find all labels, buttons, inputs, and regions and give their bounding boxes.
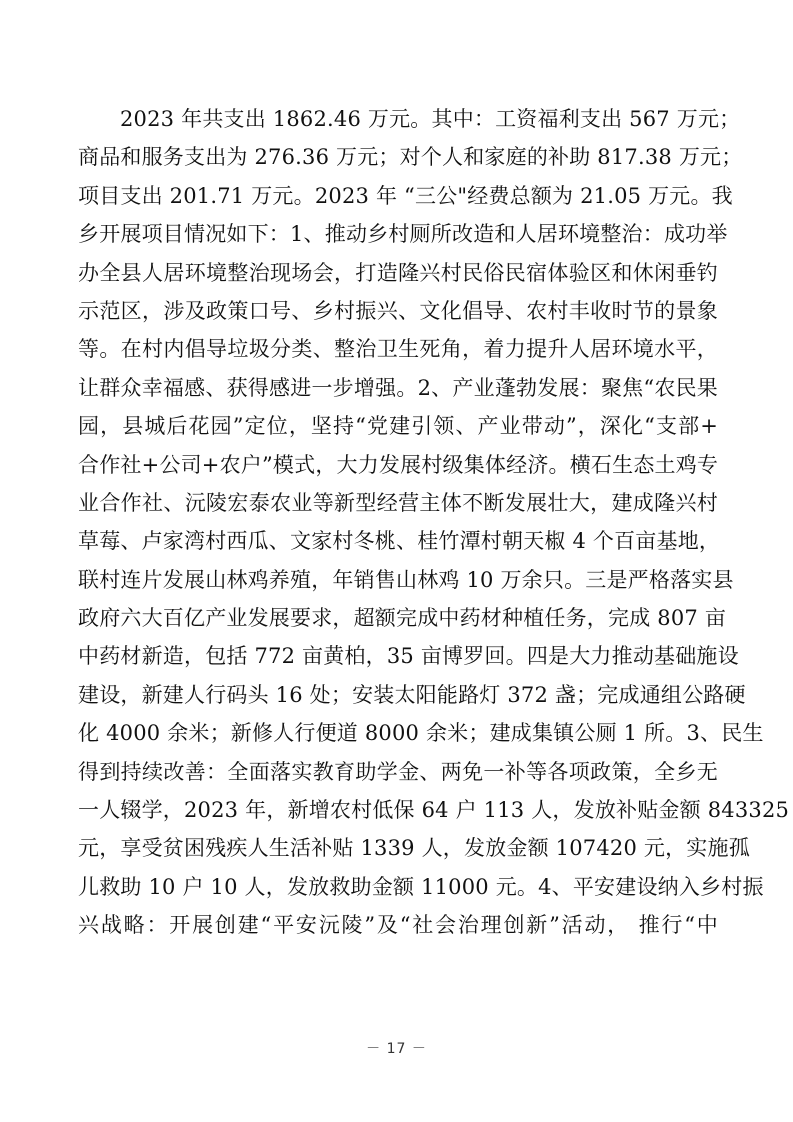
page-number: － 17 － <box>366 1041 427 1057</box>
text-line: 建设，新建人行码头 16 处；安装太阳能路灯 372 盏；完成通组公路硬 <box>78 682 746 707</box>
text-line: 让群众幸福感、获得感进一步增强。2、产业蓬勃发展：聚焦“农民果 <box>78 375 718 400</box>
text-line: 业合作社、沅陵宏泰农业等新型经营主体不断发展壮大，建成隆兴村 <box>78 490 718 515</box>
text-line: 联村连片发展山林鸡养殖，年销售山林鸡 10 万余只。三是严格落实县 <box>78 567 734 592</box>
text-line: 儿救助 10 户 10 人，发放救助金额 11000 元。4、平安建设纳入乡村振 <box>78 874 764 899</box>
text-line: 办全县人居环境整治现场会，打造隆兴村民俗民宿体验区和休闲垂钓 <box>78 260 718 285</box>
text-line: 得到持续改善：全面落实教育助学金、两免一补等各项政策，全乡无 <box>78 759 718 784</box>
body-text <box>78 100 790 945</box>
text-line: 2023 年共支出 1862.46 万元。其中：工资福利支出 567 万元； <box>120 107 741 131</box>
text-line: 草莓、卢家湾村西瓜、文家村冬桃、桂竹潭村朝天椒 4 个百亩基地， <box>78 529 721 554</box>
text-line: 政府六大百亿产业发展要求，超额完成中药材种植任务，完成 807 亩 <box>78 606 727 631</box>
text-line: 商品和服务支出为 276.36 万元；对个人和家庭的补助 817.38 万元； <box>78 145 743 170</box>
text-line: 示范区，涉及政策口号、乡村振兴、文化倡导、农村丰收时节的景象 <box>78 298 718 323</box>
text-line: 一人辍学，2023 年，新增农村低保 64 户 113 人，发放补贴金额 843325 <box>78 798 790 823</box>
text-line: 元，享受贫困残疾人生活补贴 1339 人，发放金额 107420 元，实施孤 <box>78 836 750 861</box>
text-line: 合作社+公司+农户”模式，大力发展村级集体经济。横石生态土鸡专 <box>78 452 719 477</box>
text-line: 化 4000 余米；新修人行便道 8000 余米；建成集镇公厕 1 所。3、民生 <box>78 721 764 746</box>
text-line: 兴战略：开展创建“平安沅陵”及“社会治理创新”活动， 推行“中 <box>78 913 718 938</box>
text-line: 园，县城后花园”定位，坚持“党建引领、产业带动”，深化“支部+ <box>78 414 718 439</box>
text-line: 等。在村内倡导垃圾分类、整治卫生死角，着力提升人居环境水平， <box>78 337 718 362</box>
text-line: 项目支出 201.71 万元。2023 年 “三公"经费总额为 21.05 万元。我 <box>78 183 733 208</box>
text-line: 中药材新造，包括 772 亩黄柏，35 亩博罗回。四是大力推动基础施设 <box>78 644 739 669</box>
text-line: 乡开展项目情况如下：1、推动乡村厕所改造和人居环境整治：成功举 <box>78 222 728 247</box>
